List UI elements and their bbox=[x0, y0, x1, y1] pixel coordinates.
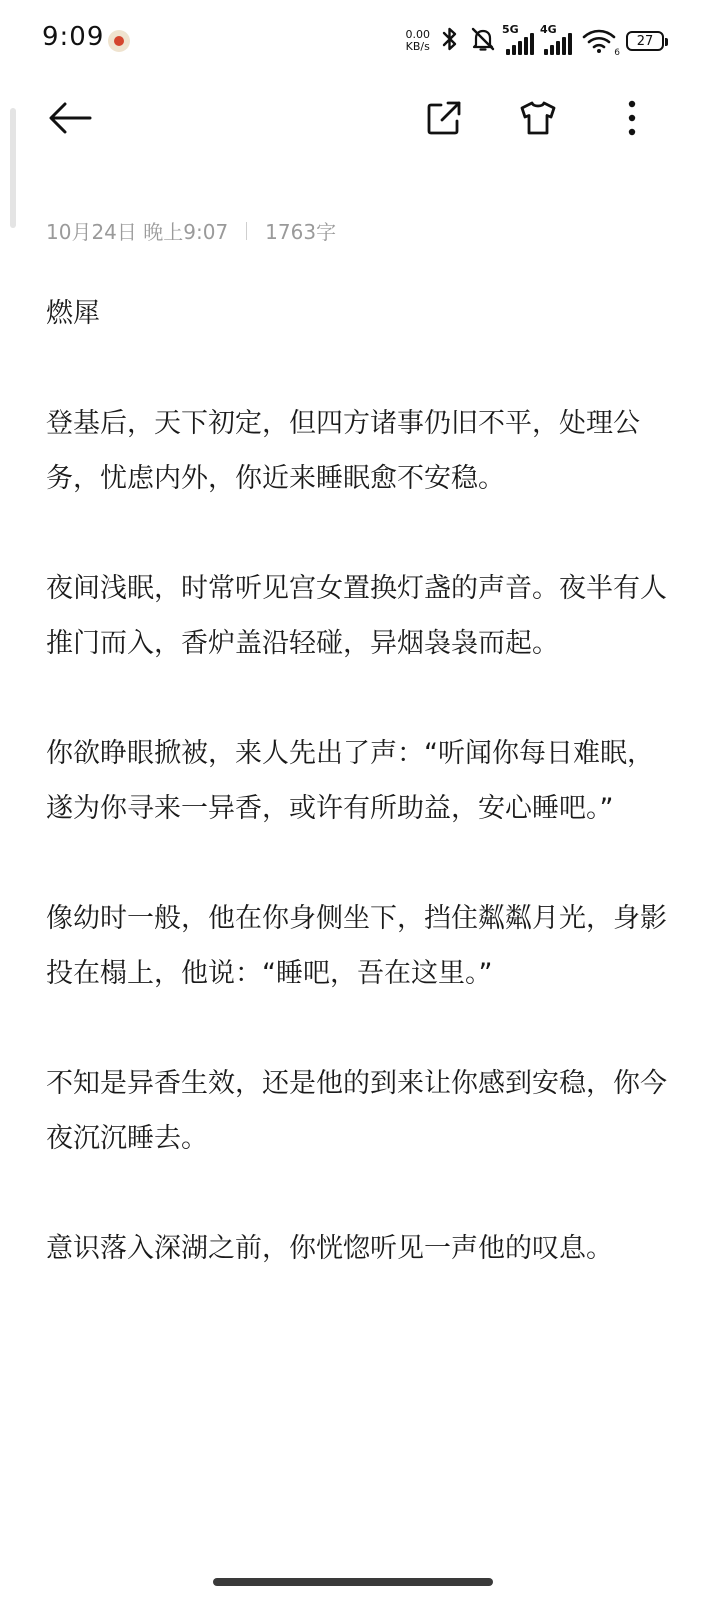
note-paragraph: 像幼时一般，他在你身侧坐下，挡住粼粼月光，身影投在榻上，他说：“睡吧，吾在这里。” bbox=[46, 903, 667, 989]
note-date: 10月24日 晚上9:07 bbox=[46, 220, 229, 244]
bluetooth-icon bbox=[440, 26, 460, 56]
note-paragraph: 燃犀 bbox=[46, 298, 100, 329]
top-toolbar bbox=[0, 84, 720, 156]
battery-icon bbox=[626, 31, 664, 51]
meta-divider bbox=[246, 222, 247, 240]
signal-4g-label: 4G bbox=[540, 23, 557, 36]
note-paragraph: 登基后，天下初定，但四方诸事仍旧不平，处理公务，忧虑内外，你近来睡眠愈不安稳。 bbox=[46, 408, 640, 494]
wifi-icon bbox=[582, 28, 620, 58]
wifi-sub-label: 6 bbox=[614, 48, 620, 58]
share-button[interactable] bbox=[420, 96, 468, 144]
more-vertical-icon bbox=[627, 99, 637, 141]
note-body[interactable] bbox=[46, 286, 676, 1331]
signal-5g-label: 5G bbox=[502, 23, 519, 36]
battery-level: 27 bbox=[636, 33, 654, 49]
note-meta bbox=[46, 216, 336, 245]
note-paragraph: 意识落入深湖之前，你恍惚听见一声他的叹息。 bbox=[46, 1233, 613, 1264]
note-paragraph: 夜间浅眠，时常听见宫女置换灯盏的声音。夜半有人推门而入，香炉盖沿轻碰，异烟袅袅而起。 bbox=[46, 573, 667, 659]
home-indicator[interactable] bbox=[213, 1578, 493, 1586]
signal-4g-icon bbox=[540, 23, 572, 55]
more-options-button[interactable] bbox=[608, 96, 656, 144]
signal-5g-icon bbox=[502, 23, 534, 55]
note-paragraph: 不知是异香生效，还是他的到来让你感到安稳，你今夜沉沉睡去。 bbox=[46, 1068, 667, 1154]
status-bar bbox=[0, 0, 720, 84]
network-speed-value: 0.00 bbox=[405, 28, 430, 41]
scroll-indicator[interactable] bbox=[10, 108, 16, 228]
back-arrow-icon bbox=[48, 101, 92, 139]
word-count: 1763字 bbox=[265, 220, 337, 244]
tshirt-icon bbox=[518, 99, 558, 141]
network-speed-unit: KB/s bbox=[405, 40, 430, 53]
status-icons bbox=[405, 23, 665, 58]
mute-bell-icon bbox=[470, 26, 496, 56]
network-speed bbox=[406, 29, 431, 53]
back-button[interactable] bbox=[46, 96, 94, 144]
share-icon bbox=[425, 99, 463, 141]
note-paragraph: 你欲睁眼掀被，来人先出了声：“听闻你每日难眠，遂为你寻来一异香，或许有所助益，安心睡吧。” bbox=[46, 738, 654, 824]
status-time: 9:09 bbox=[42, 22, 105, 52]
theme-button[interactable] bbox=[514, 96, 562, 144]
recording-app-icon bbox=[108, 30, 130, 52]
